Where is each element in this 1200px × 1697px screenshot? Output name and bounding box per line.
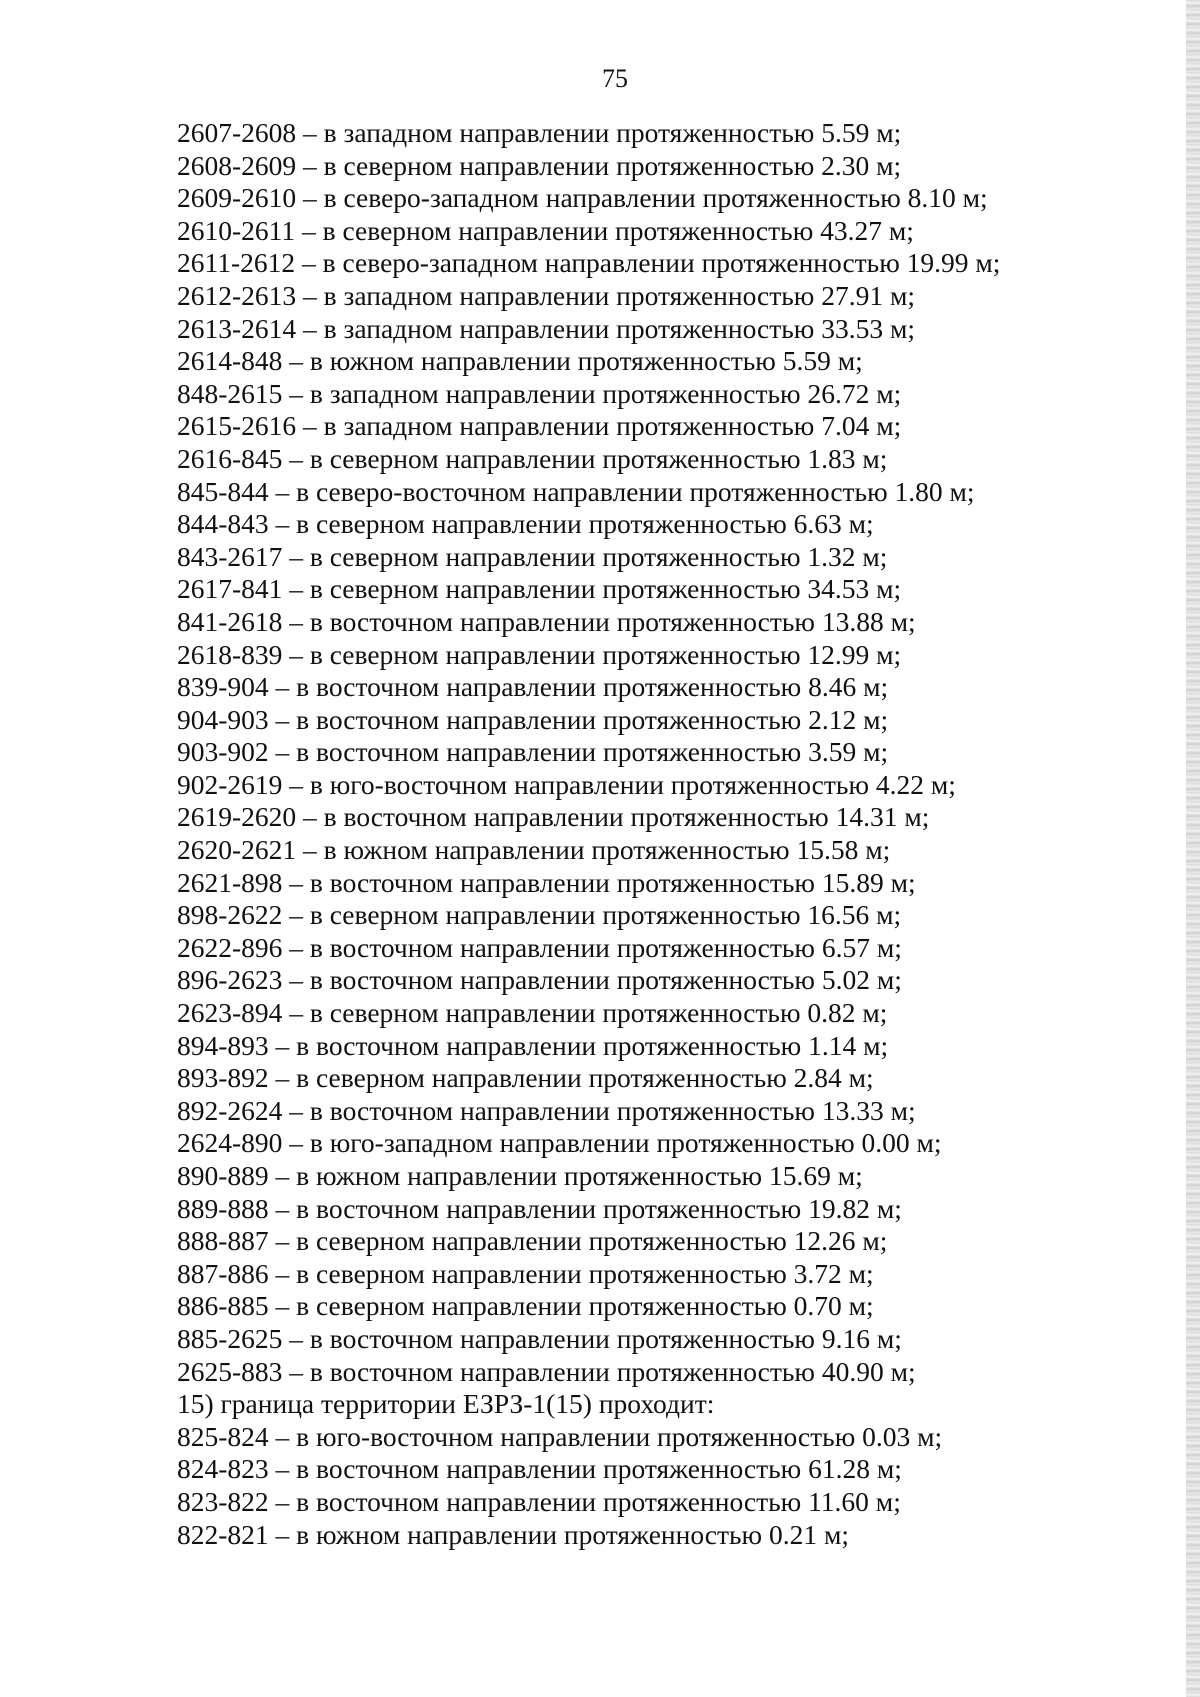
boundary-line: 896-2623 – в восточном направлении протяженностью 5.02 м; [177,964,902,996]
boundary-line: 902-2619 – в юго-восточном направлении протяженностью 4.22 м; [177,768,956,800]
boundary-line: 2612-2613 – в западном направлении протяженностью 27.91 м; [177,279,916,311]
boundary-line: 823-822 – в восточном направлении протяженностью 11.60 м; [177,1485,901,1517]
boundary-line: 2619-2620 – в восточном направлении протяженностью 14.31 м; [177,801,930,833]
boundary-line: 2607-2608 – в западном направлении протяженностью 5.59 м; [177,117,902,148]
boundary-line: 889-888 – в восточном направлении протяженностью 19.82 м; [177,1192,902,1224]
boundary-line: 887-886 – в северном направлении протяженностью 3.72 м; [177,1257,874,1289]
boundary-line: 15) граница территории ЕЗРЗ-1(15) проходит: [177,1388,715,1420]
scan-edge-artifact [1186,0,1200,1697]
boundary-line: 898-2622 – в северном направлении протяженностью 16.56 м; [177,899,902,931]
boundary-line: 2618-839 – в северном направлении протяженностью 12.99 м; [177,638,902,670]
boundary-line: 825-824 – в юго-восточном направлении протяженностью 0.03 м; [177,1420,943,1452]
boundary-line: 2610-2611 – в северном направлении протяженностью 43.27 м; [177,214,914,246]
boundary-line: 885-2625 – в восточном направлении протяженностью 9.16 м; [177,1322,902,1354]
boundary-line: 2615-2616 – в западном направлении протяженностью 7.04 м; [177,410,902,442]
boundary-line: 848-2615 – в западном направлении протяженностью 26.72 м; [177,377,902,409]
boundary-line: 843-2617 – в северном направлении протяженностью 1.32 м; [177,540,888,572]
boundary-line: 892-2624 – в восточном направлении протяженностью 13.33 м; [177,1094,916,1126]
boundary-line: 2617-841 – в северном направлении протяженностью 34.53 м; [177,573,902,605]
boundary-line: 2609-2610 – в северо-западном направлении протяженностью 8.10 м; [177,182,988,214]
boundary-line: 886-885 – в северном направлении протяженностью 0.70 м; [177,1290,874,1322]
boundary-line: 2621-898 – в восточном направлении протяженностью 15.89 м; [177,866,916,898]
page-number: 75 [602,64,628,93]
boundary-line: 2608-2609 – в северном направлении протяженностью 2.30 м; [177,149,902,181]
boundary-line: 893-892 – в северном направлении протяженностью 2.84 м; [177,1062,874,1094]
boundary-line: 2614-848 – в южном направлении протяженностью 5.59 м; [177,345,863,377]
boundary-line: 822-821 – в южном направлении протяженностью 0.21 м; [177,1518,850,1550]
boundary-line: 888-887 – в северном направлении протяженностью 12.26 м; [177,1225,888,1257]
boundary-line: 2616-845 – в северном направлении протяженностью 1.83 м; [177,442,888,474]
boundary-line: 2625-883 – в восточном направлении протяженностью 40.90 м; [177,1355,916,1387]
boundary-line: 845-844 – в северо-восточном направлении протяженностью 1.80 м; [177,475,975,507]
boundary-line: 894-893 – в восточном направлении протяженностью 1.14 м; [177,1029,889,1061]
boundary-line: 2624-890 – в юго-западном направлении протяженностью 0.00 м; [177,1127,942,1159]
boundary-line: 2623-894 – в северном направлении протяженностью 0.82 м; [177,997,888,1029]
boundary-line: 841-2618 – в восточном направлении протяженностью 13.88 м; [177,605,916,637]
boundary-line: 890-889 – в южном направлении протяженностью 15.69 м; [177,1160,863,1191]
boundary-line: 2620-2621 – в южном направлении протяженностью 15.58 м; [177,834,891,866]
boundary-line: 903-902 – в восточном направлении протяженностью 3.59 м; [177,736,889,768]
boundary-line: 2611-2612 – в северо-западном направлении протяженностью 19.99 м; [177,247,1001,279]
boundary-description-list [177,117,1000,1551]
boundary-line: 2613-2614 – в западном направлении протяженностью 33.53 м; [177,312,916,344]
boundary-line: 824-823 – в восточном направлении протяженностью 61.28 м; [177,1453,902,1485]
boundary-line: 844-843 – в северном направлении протяженностью 6.63 м; [177,508,874,540]
boundary-line: 2622-896 – в восточном направлении протяженностью 6.57 м; [177,931,902,963]
boundary-line: 904-903 – в восточном направлении протяженностью 2.12 м; [177,703,889,735]
boundary-line: 839-904 – в восточном направлении протяженностью 8.46 м; [177,671,889,703]
